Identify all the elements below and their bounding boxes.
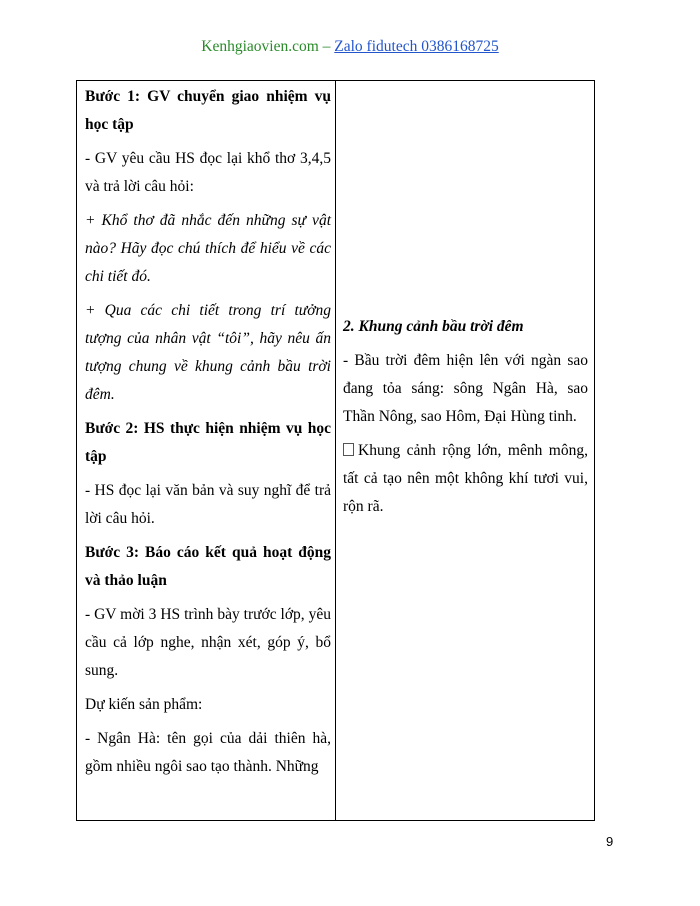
column-divider — [335, 81, 336, 820]
activity-column — [85, 83, 331, 787]
page-header — [0, 38, 700, 56]
step-3-text: - GV mời 3 HS trình bày trước lớp, yêu cầu cả lớp nghe, nhận xét, góp ý, bổ sung. — [85, 606, 331, 679]
section-heading: 2. Khung cảnh bầu trời đêm — [343, 318, 524, 335]
night-sky-conclusion — [343, 437, 588, 521]
step-2-title: Bước 2: HS thực hiện nhiệm vụ học tập — [85, 420, 331, 465]
step-3-title: Bước 3: Báo cáo kết quả hoạt động và thảo luận — [85, 544, 331, 589]
header-zalo-link[interactable]: Zalo fidutech 0386168725 — [334, 38, 499, 55]
question-2: + Qua các chi tiết trong trí tưởng tượng của nhân vật “tôi”, hãy nêu ấn tượng chung về khung cảnh bầu trời đêm. — [85, 302, 331, 403]
night-sky-conclusion-text: Khung cảnh rộng lớn, mênh mông, tất cả tạo nên một không khí tươi vui, rộn rã. — [343, 442, 588, 515]
checkbox-glyph-icon — [343, 443, 354, 456]
step-1-title: Bước 1: GV chuyển giao nhiệm vụ học tập — [85, 88, 331, 133]
header-site: Kenhgiaovien.com – — [201, 38, 335, 55]
step-1-instruction: - GV yêu cầu HS đọc lại khổ thơ 3,4,5 và trả lời câu hỏi: — [85, 150, 331, 195]
question-1: + Khổ thơ đã nhắc đến những sự vật nào? Hãy đọc chú thích để hiểu về các chi tiết đó. — [85, 212, 331, 285]
expected-product-label: Dự kiến sản phẩm: — [85, 696, 203, 713]
page-number: 9 — [606, 834, 614, 849]
expected-product-text: - Ngân Hà: tên gọi của dải thiên hà, gồm nhiều ngôi sao tạo thành. Những — [85, 730, 331, 775]
night-sky-description: - Bầu trời đêm hiện lên với ngàn sao đang tỏa sáng: sông Ngân Hà, sao Thần Nông, sao Hôm, Đại Hùng tinh. — [343, 352, 588, 425]
lesson-table — [76, 80, 595, 821]
content-column — [343, 313, 588, 527]
step-2-text: - HS đọc lại văn bản và suy nghĩ để trả lời câu hỏi. — [85, 482, 331, 527]
